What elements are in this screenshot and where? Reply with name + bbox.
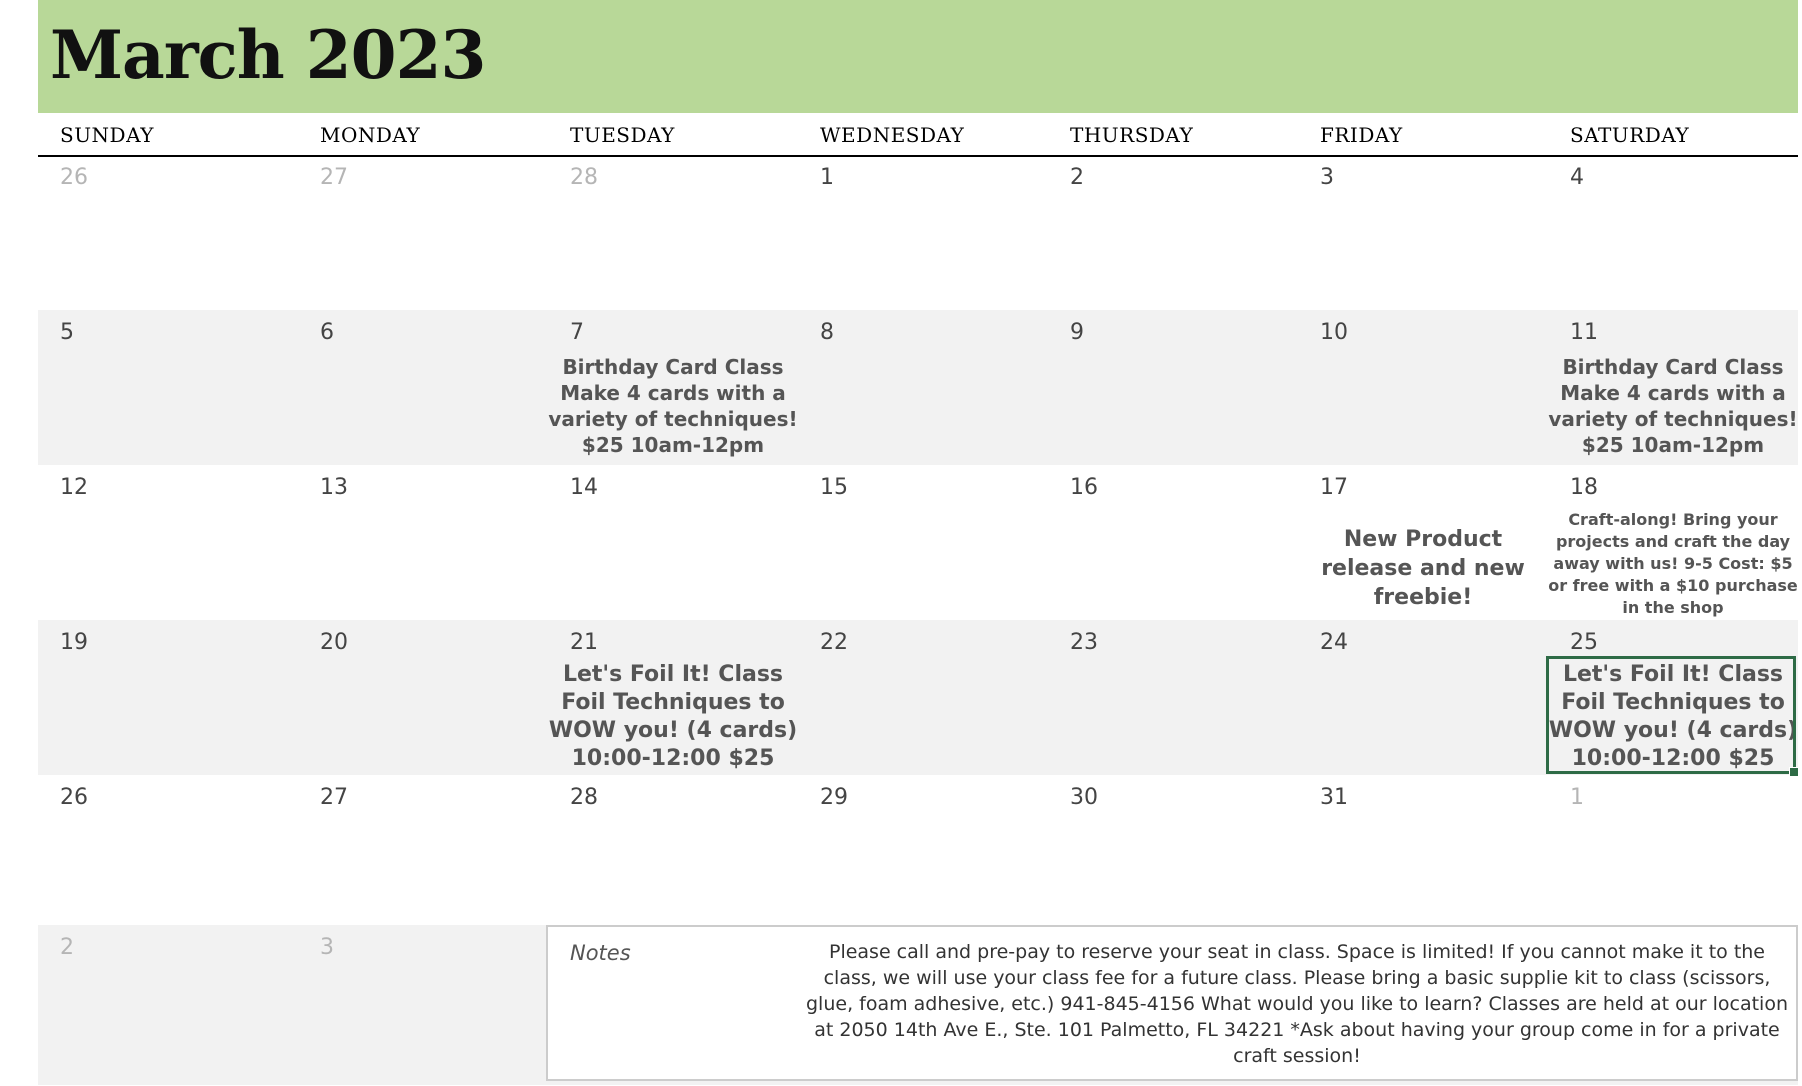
- weekday-wednesday[interactable]: WEDNESDAY: [820, 123, 965, 147]
- weekday-friday[interactable]: FRIDAY: [1320, 123, 1403, 147]
- date-number: 26: [60, 165, 88, 190]
- date-number: 28: [570, 785, 598, 810]
- event-foil-class: Let's Foil It! Class Foil Techniques to WOW you! (4 cards) 10:00-12:00 $25: [1548, 662, 1798, 771]
- date-number: 25: [1570, 630, 1598, 655]
- notes-label: Notes: [570, 941, 631, 965]
- day-cell[interactable]: [1548, 155, 1798, 310]
- date-number: 29: [820, 785, 848, 810]
- day-cell[interactable]: [798, 620, 1048, 775]
- date-number: 3: [1320, 165, 1334, 190]
- date-number: 4: [1570, 165, 1584, 190]
- date-number: 13: [320, 475, 348, 500]
- date-number: 5: [60, 320, 74, 345]
- notes-text: Please call and pre-pay to reserve your seat in class. Space is limited! If you cannot make it to the class, we will use your class fee for a future class. Please bring a basic supplie kit to class (scissors, glue, foam adhesive, etc.) 941-845-4156 What would you like to learn? Classes are held at our location at 2050 14th Ave E., Ste. 101 Palmetto, FL 34221 *Ask about having your group come in for a private craft session!: [806, 941, 1788, 1067]
- event-new-product-release: New Product release and new freebie!: [1321, 527, 1525, 610]
- date-number: 10: [1320, 320, 1348, 345]
- date-number: 27: [320, 165, 348, 190]
- date-number: 23: [1070, 630, 1098, 655]
- date-number: 17: [1320, 475, 1348, 500]
- day-cell[interactable]: [1048, 620, 1298, 775]
- date-number: 11: [1570, 320, 1598, 345]
- date-number: 22: [820, 630, 848, 655]
- date-number: 3: [320, 935, 334, 960]
- day-cell[interactable]: [298, 465, 548, 620]
- date-number: 26: [60, 785, 88, 810]
- date-number: 2: [1070, 165, 1084, 190]
- day-cell[interactable]: [1548, 775, 1798, 930]
- day-cell[interactable]: [1548, 310, 1798, 465]
- week-row: [38, 775, 1798, 930]
- day-cell[interactable]: [298, 775, 548, 930]
- date-number: 19: [60, 630, 88, 655]
- date-number: 27: [320, 785, 348, 810]
- weekday-tuesday[interactable]: TUESDAY: [570, 123, 675, 147]
- day-cell[interactable]: [38, 310, 298, 465]
- day-cell[interactable]: [1048, 775, 1298, 930]
- day-cell[interactable]: [298, 925, 548, 1080]
- week-row: [38, 310, 1798, 465]
- day-cell[interactable]: [298, 155, 548, 310]
- month-header: [38, 0, 1798, 113]
- week-row: [38, 465, 1798, 620]
- day-cell[interactable]: [38, 465, 298, 620]
- date-number: 7: [570, 320, 584, 345]
- date-number: 20: [320, 630, 348, 655]
- date-number: 9: [1070, 320, 1084, 345]
- selected-cell-outline[interactable]: [1546, 656, 1796, 774]
- day-cell[interactable]: [38, 925, 298, 1080]
- date-number: 8: [820, 320, 834, 345]
- day-cell[interactable]: [548, 155, 798, 310]
- event-craft-along: Craft-along! Bring your projects and craft the day away with us! 9-5 Cost: $5 or free with a $10 purchase in the shop: [1548, 510, 1798, 617]
- weekday-sunday[interactable]: SUNDAY: [60, 123, 154, 147]
- weekday-thursday[interactable]: THURSDAY: [1070, 123, 1194, 147]
- day-cell[interactable]: [38, 620, 298, 775]
- day-cell[interactable]: [798, 155, 1048, 310]
- day-cell[interactable]: [1048, 155, 1298, 310]
- day-cell[interactable]: [1548, 465, 1798, 620]
- day-cell[interactable]: [1298, 465, 1548, 620]
- weekday-saturday[interactable]: SATURDAY: [1570, 123, 1690, 147]
- day-cell[interactable]: [298, 620, 548, 775]
- date-number: 31: [1320, 785, 1348, 810]
- day-cell[interactable]: [1298, 155, 1548, 310]
- day-cell[interactable]: [1298, 775, 1548, 930]
- date-number: 16: [1070, 475, 1098, 500]
- date-number: 14: [570, 475, 598, 500]
- date-number: 2: [60, 935, 74, 960]
- date-number: 21: [570, 630, 598, 655]
- day-cell[interactable]: [548, 310, 798, 465]
- day-cell[interactable]: [1548, 620, 1798, 775]
- week-row: [38, 620, 1798, 775]
- date-number: 15: [820, 475, 848, 500]
- date-number: 28: [570, 165, 598, 190]
- day-cell[interactable]: [1298, 310, 1548, 465]
- day-cell[interactable]: [798, 775, 1048, 930]
- day-cell[interactable]: [548, 465, 798, 620]
- date-number: 6: [320, 320, 334, 345]
- event-foil-class: Let's Foil It! Class Foil Techniques to WOW you! (4 cards) 10:00-12:00 $25: [548, 662, 798, 771]
- day-cell[interactable]: [798, 310, 1048, 465]
- day-cell[interactable]: [1298, 620, 1548, 775]
- event-birthday-card-class: Birthday Card Class Make 4 cards with a variety of techniques! $25 10am-12pm: [548, 355, 798, 457]
- date-number: 30: [1070, 785, 1098, 810]
- date-number: 24: [1320, 630, 1348, 655]
- day-cell[interactable]: [298, 310, 548, 465]
- day-cell[interactable]: [798, 465, 1048, 620]
- weekday-header-row: [38, 113, 1798, 157]
- date-number: 1: [1570, 785, 1584, 810]
- date-number: 1: [820, 165, 834, 190]
- date-number: 12: [60, 475, 88, 500]
- day-cell[interactable]: [38, 155, 298, 310]
- month-title[interactable]: March 2023: [50, 16, 486, 94]
- date-number: 18: [1570, 475, 1598, 500]
- notes-box[interactable]: [546, 925, 1798, 1081]
- day-cell[interactable]: [38, 775, 298, 930]
- weekday-monday[interactable]: MONDAY: [320, 123, 421, 147]
- day-cell[interactable]: [548, 775, 798, 930]
- day-cell[interactable]: [1048, 310, 1298, 465]
- event-birthday-card-class: Birthday Card Class Make 4 cards with a variety of techniques! $25 10am-12pm: [1548, 355, 1798, 457]
- week-row: [38, 155, 1798, 310]
- day-cell[interactable]: [1048, 465, 1298, 620]
- day-cell[interactable]: [548, 620, 798, 775]
